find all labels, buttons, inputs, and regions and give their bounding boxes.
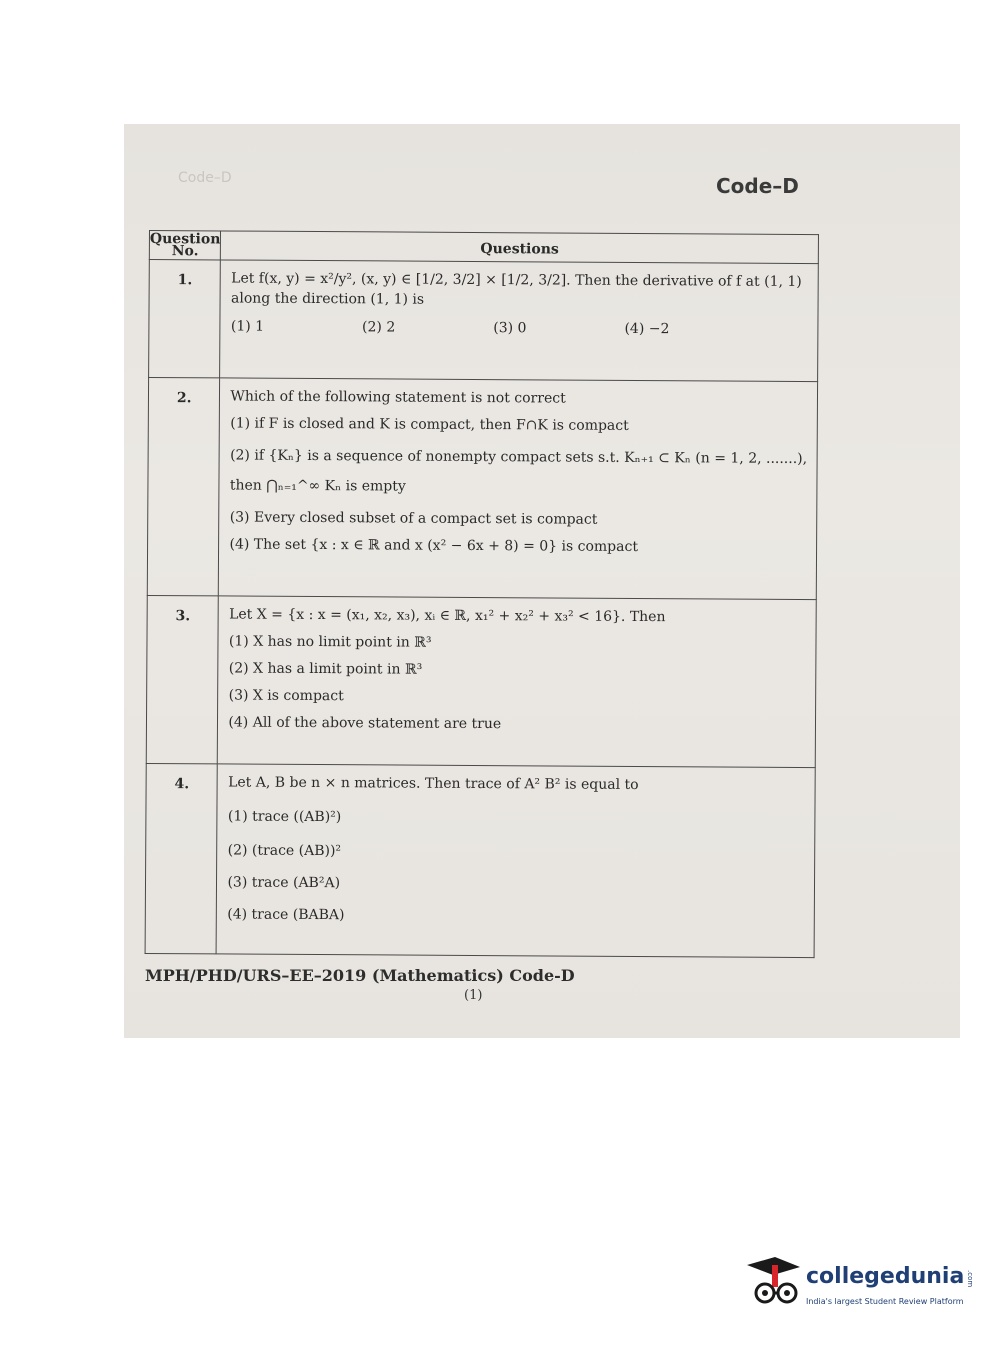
option: (2) (trace (AB))² [227, 842, 342, 860]
option: (1) 1 [230, 318, 265, 335]
option: (4) −2 [624, 320, 670, 338]
question-number: 4. [145, 763, 218, 953]
page-number: (1) [464, 988, 483, 1003]
option: (1) if F is closed and K is compact, then F∩K is compact [230, 415, 629, 434]
question-row [147, 378, 817, 600]
question-number: 2. [147, 378, 220, 596]
question-number: 3. [146, 595, 218, 763]
exam-footer: MPH/PHD/URS–EE–2019 (Mathematics) Code-D [145, 966, 575, 985]
option: (3) Every closed subset of a compact set is compact [229, 509, 598, 528]
table-header-row [149, 231, 818, 264]
question-row [145, 763, 815, 957]
col-questions: Questions [221, 231, 819, 264]
option: (1) X has no limit point in ℝ³ [228, 633, 432, 651]
question-text: Let f(x, y) = x²/y², (x, y) ∈ [1/2, 3/2] × [1/2, 3/2]. Then the derivative of f at (1, 1) along the direction (1, 1) is [231, 270, 802, 308]
option: (2) 2 [362, 319, 396, 336]
option: (1) trace ((AB)²) [227, 808, 342, 826]
brand-tagline: India's largest Student Review Platform [806, 1297, 964, 1306]
option: (4) All of the above statement are true [228, 714, 502, 733]
brand-name: collegedunia [806, 1264, 965, 1289]
question-row [149, 260, 819, 382]
option: (2) if {Kₙ} is a sequence of nonempty compact sets s.t. Kₙ₊₁ ⊂ Kₙ (n = 1, 2, .......), then ⋂ₙ₌₁^∞ Kₙ is empty [229, 447, 808, 495]
bleed-through-text: Code–D [178, 170, 232, 186]
question-text: Let X = {x : x = (x₁, x₂, x₃), xᵢ ∈ ℝ, x₁² + x₂² + x₃² < 16}. Then [229, 606, 666, 626]
option: (4) trace (BABA) [227, 906, 345, 924]
question-number: 1. [149, 260, 221, 378]
questions-table [145, 230, 819, 958]
option: (4) The set {x : x ∈ ℝ and x (x² − 6x + 8) = 0} is compact [229, 536, 639, 555]
brand-suffix: .com [966, 1270, 974, 1288]
option: (2) X has a limit point in ℝ³ [228, 660, 423, 678]
col-question-no: Question No. [149, 231, 221, 260]
question-text: Let A, B be n × n matrices. Then trace of A² B² is equal to [228, 774, 639, 794]
option: (3) trace (AB²A) [227, 874, 341, 892]
paper-code: Code–D [716, 174, 799, 198]
option: (3) X is compact [228, 687, 344, 705]
option: (3) 0 [493, 320, 527, 337]
question-text: Which of the following statement is not correct [230, 388, 566, 407]
question-row [146, 595, 816, 767]
